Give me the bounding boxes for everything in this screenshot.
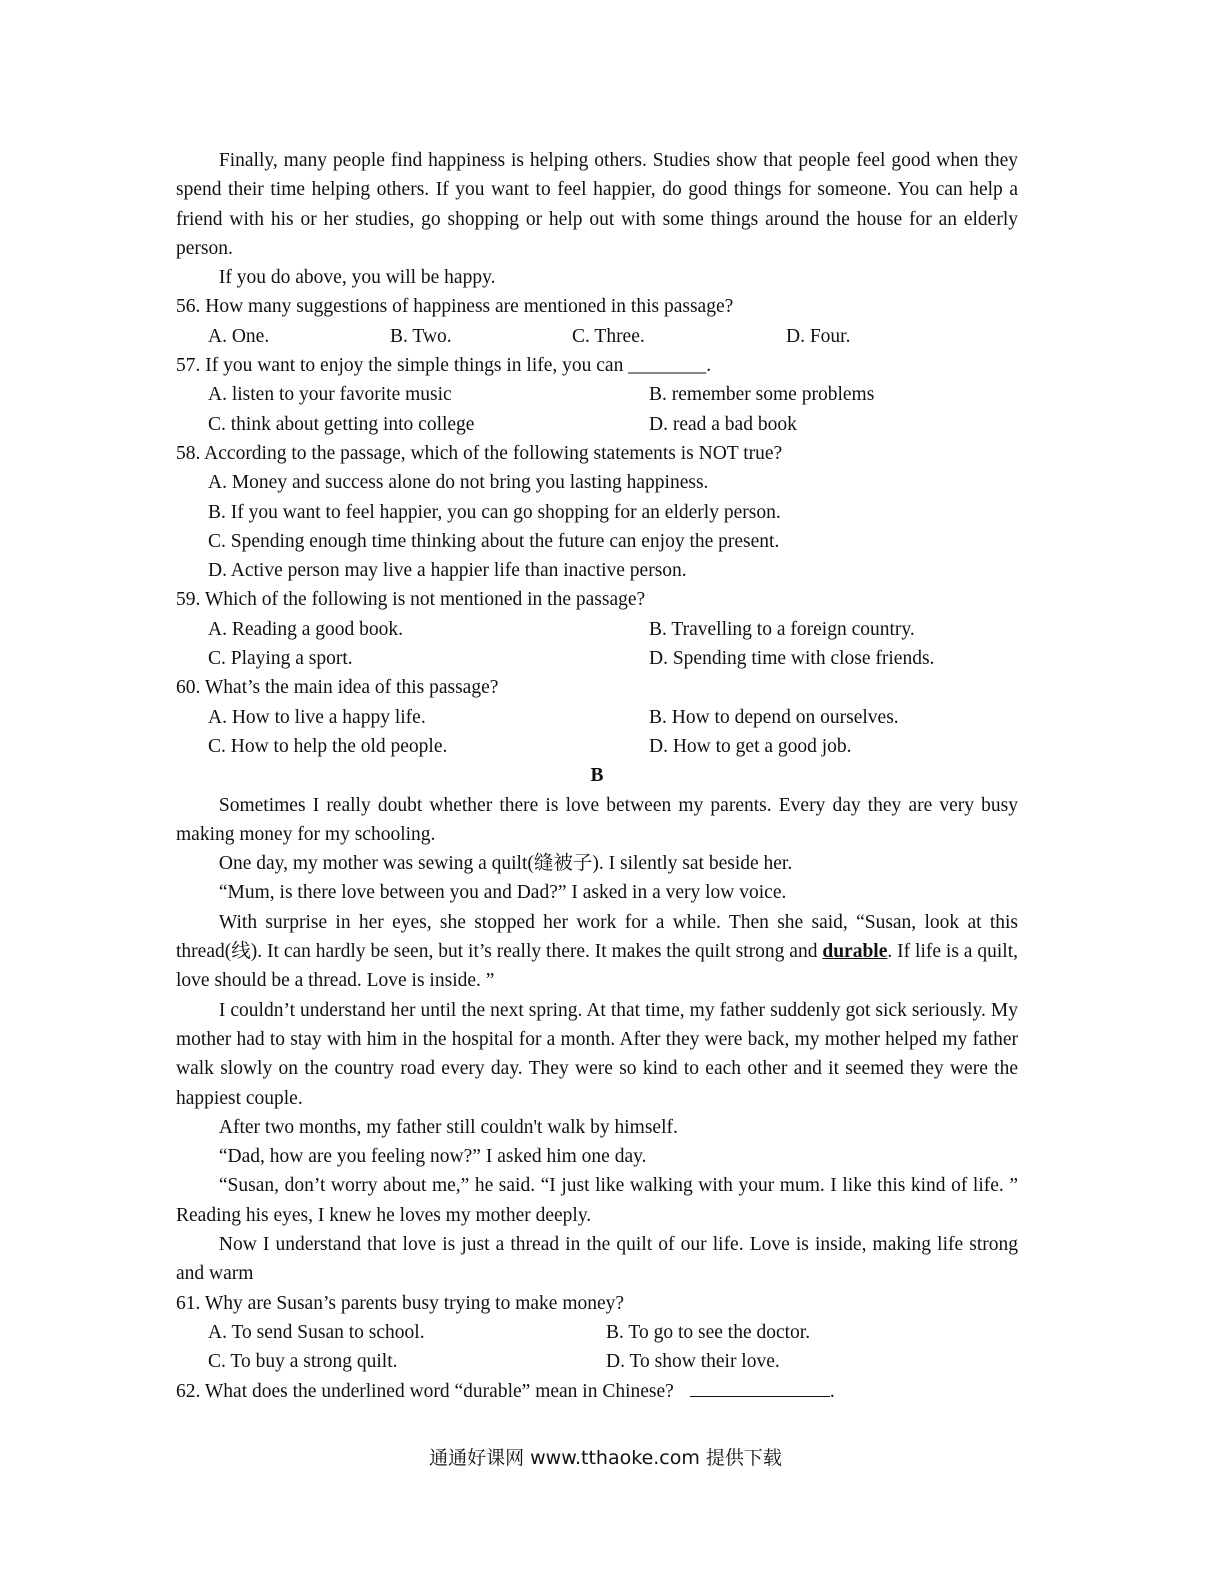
passage-b-paragraph: One day, my mother was sewing a quilt(缝被子). I silently sat beside her. (218, 853, 793, 875)
question-61-options (176, 1347, 1018, 1376)
paragraph-text: . If life is a quilt, love should be a thread. Love is inside. ” (176, 941, 1018, 992)
passage-b-paragraph: “Susan, don’t worry about me,” he said. “I just like walking with your mum. I like this kind of life. ” Reading his eyes, I knew he loves my mother deeply. (176, 1175, 1018, 1226)
option-b: B. To go to see the doctor. (606, 1321, 811, 1343)
option-c-text: C. Spending enough time thinking about the future can enjoy the present. (208, 530, 780, 552)
question-58: 58. According to the passage, which of the following statements is NOT true? (176, 442, 783, 464)
underlined-word: durable (822, 941, 888, 963)
page-footer: 通通好课网 www.tthaoke.com 提供下载 (429, 1447, 782, 1469)
option-b-text: B. If you want to feel happier, you can go shopping for an elderly person. (208, 501, 781, 523)
question-56: 56. How many suggestions of happiness are mentioned in this passage? (176, 296, 734, 318)
section-b-heading: B (590, 765, 604, 787)
question-60-options (176, 703, 1018, 732)
question-59-options (176, 644, 1018, 673)
question-57-options (176, 380, 1018, 409)
option-c: C. think about getting into college (208, 413, 475, 435)
option-d: D. Four. (786, 325, 851, 347)
option-c (176, 527, 1018, 556)
option-d: D. read a bad book (649, 413, 797, 435)
passage-b-paragraph: After two months, my father still couldn't walk by himself. (218, 1116, 678, 1138)
passage-b-paragraph (176, 908, 1018, 996)
question-62-tail: . (829, 1381, 835, 1403)
option-c: C. Playing a sport. (208, 648, 353, 670)
question-60: 60. What’s the main idea of this passage? (176, 677, 499, 699)
option-d: D. Spending time with close friends. (649, 648, 935, 670)
passage-b-paragraph: Sometimes I really doubt whether there is love between my parents. Every day they are very busy making money for my schooling. (176, 794, 1018, 845)
option-b (176, 498, 1018, 527)
option-a: A. listen to your favorite music (208, 384, 452, 406)
option-c: C. To buy a strong quilt. (208, 1351, 398, 1373)
passage-a-paragraph: If you do above, you will be happy. (218, 267, 496, 289)
option-b: B. Two. (390, 325, 452, 347)
option-a: A. To send Susan to school. (208, 1321, 425, 1343)
paragraph-text: With surprise in her eyes, she stopped her work for a while. Then she said, “Susan, look at this thread(线). It can hardly be seen, but it’s really there. It makes the quilt strong and (176, 911, 1018, 963)
option-a: A. Reading a good book. (208, 618, 403, 640)
question-61-options (176, 1318, 1018, 1347)
option-d-text: D. Active person may live a happier life than inactive person. (208, 560, 687, 582)
option-c: C. How to help the old people. (208, 735, 448, 757)
option-b: B. Travelling to a foreign country. (649, 618, 915, 640)
option-a (176, 468, 1018, 497)
exam-page (176, 146, 1018, 1407)
option-d (176, 556, 1018, 585)
question-62-text: 62. What does the underlined word “durable” mean in Chinese? (176, 1381, 674, 1403)
option-a-text: A. Money and success alone do not bring you lasting happiness. (208, 472, 709, 494)
option-c: C. Three. (572, 325, 645, 347)
option-b: B. How to depend on ourselves. (649, 706, 899, 728)
question-61: 61. Why are Susan’s parents busy trying to make money? (176, 1292, 625, 1314)
question-56-options (176, 322, 1018, 351)
answer-blank[interactable] (690, 1376, 830, 1397)
option-b: B. remember some problems (649, 384, 875, 406)
option-a: A. One. (208, 325, 270, 347)
option-d: D. How to get a good job. (649, 735, 852, 757)
passage-b-paragraph: “Dad, how are you feeling now?” I asked him one day. (218, 1146, 647, 1168)
question-57: 57. If you want to enjoy the simple things in life, you can ________. (176, 355, 712, 377)
option-a: A. How to live a happy life. (208, 706, 426, 728)
passage-a-paragraph: Finally, many people find happiness is helping others. Studies show that people feel good when they spend their time helping others. If you want to feel happier, do good things for someone. You can help a friend with his or her studies, go shopping or help out with some things around the house for an elderly person. (176, 150, 1018, 259)
question-62 (176, 1376, 1018, 1406)
option-d: D. To show their love. (606, 1351, 780, 1373)
passage-b-paragraph: “Mum, is there love between you and Dad?” I asked in a very low voice. (218, 882, 787, 904)
question-59: 59. Which of the following is not mentioned in the passage? (176, 589, 646, 611)
question-57-options (176, 410, 1018, 439)
question-59-options (176, 615, 1018, 644)
question-60-options (176, 732, 1018, 761)
passage-b-paragraph: I couldn’t understand her until the next spring. At that time, my father suddenly got sick seriously. My mother had to stay with him in the hospital for a month. After they were back, my mother helped my father walk slowly on the country road every day. They were so kind to each other and it seemed they were the happiest couple. (176, 999, 1018, 1109)
passage-b-paragraph: Now I understand that love is just a thread in the quilt of our life. Love is inside, making life strong and warm (176, 1233, 1018, 1285)
